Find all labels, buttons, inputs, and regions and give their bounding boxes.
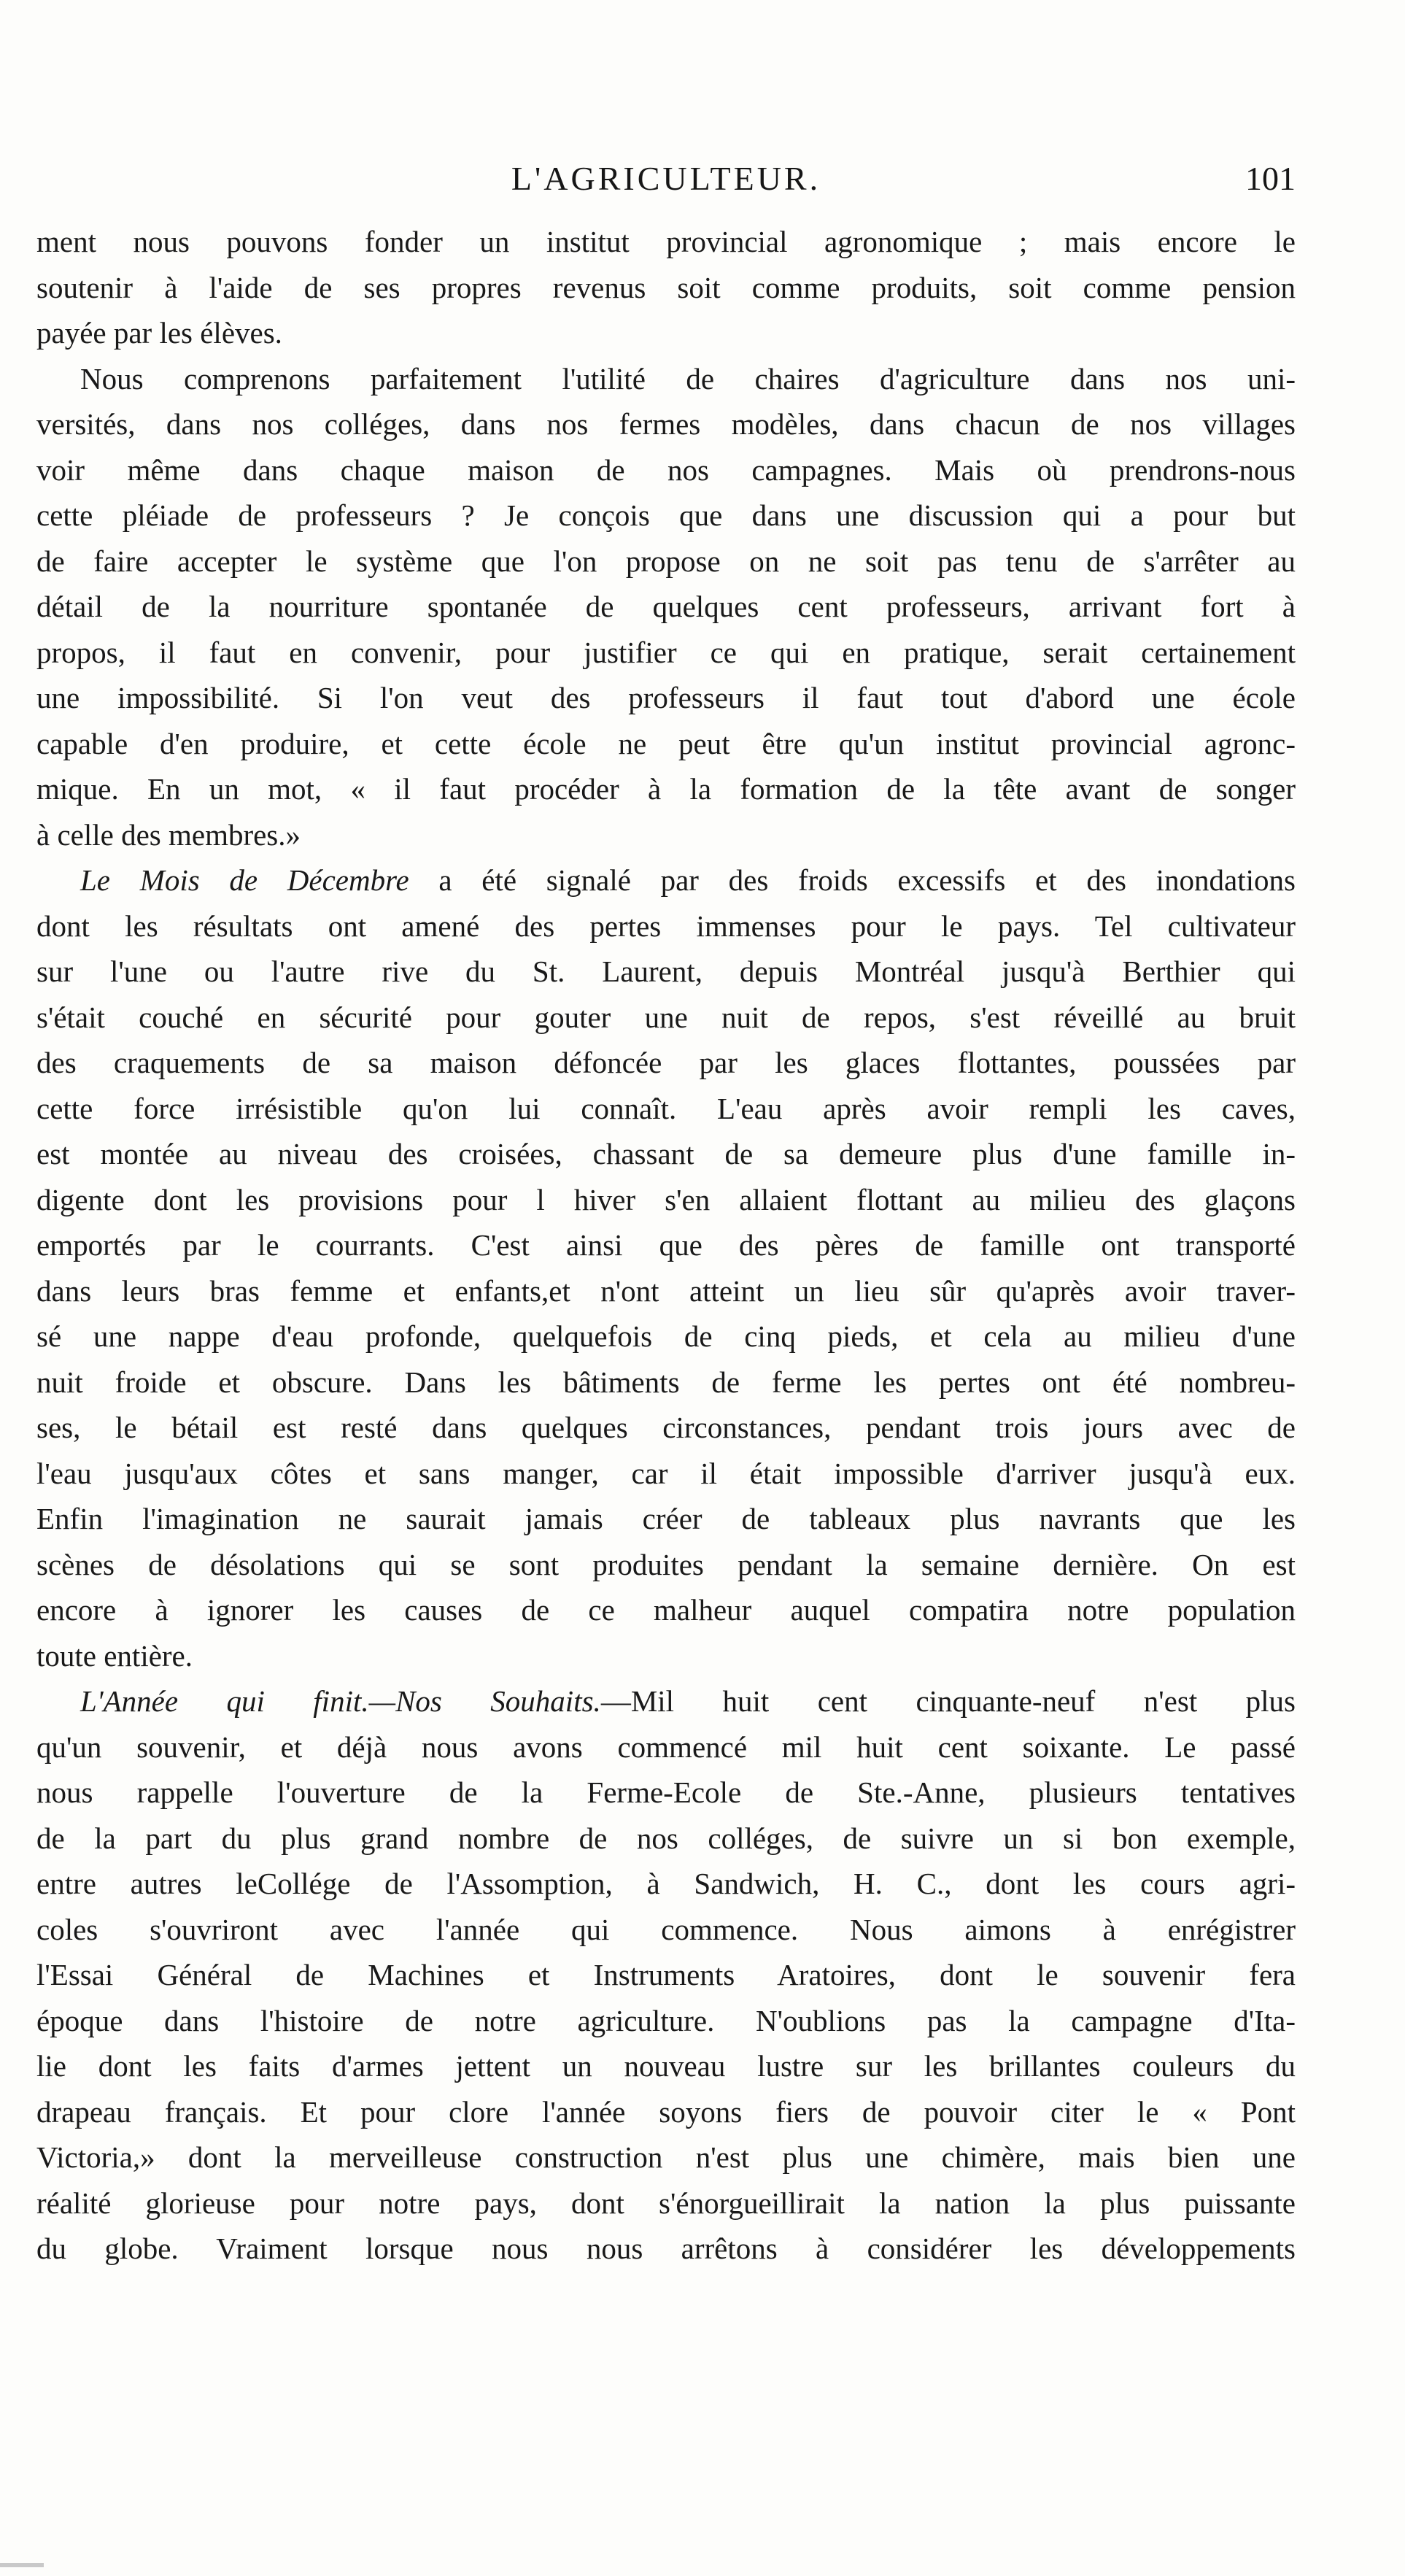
text-line: Enfin l'imagination ne saurait jamais créer de tableaux plus navrants que les bbox=[36, 1502, 1296, 1535]
paragraph-4 bbox=[36, 1678, 1296, 2272]
text-line: encore à ignorer les causes de ce malheur auquel compatira notre population bbox=[36, 1593, 1296, 1627]
text-line: scènes de désolations qui se sont produites pendant la semaine dernière. On est bbox=[36, 1547, 1296, 1581]
text-line: des craquements de sa maison défoncée par les glaces flottantes, poussées par bbox=[36, 1046, 1296, 1079]
text-line: soutenir à l'aide de ses propres revenus soit comme produits, soit comme pension bbox=[36, 270, 1296, 304]
scan-edge-mark bbox=[0, 2563, 44, 2567]
text-line: s'était couché en sécurité pour gouter une nuit de repos, s'est réveillé au bruit bbox=[36, 1000, 1296, 1034]
text-line: réalité glorieuse pour notre pays, dont s'énorgueillirait la nation la plus puissante bbox=[36, 2186, 1296, 2220]
text-line: coles s'ouvriront avec l'année qui commence. Nous aimons à enrégistrer bbox=[36, 1912, 1296, 1946]
text-line: mique. En un mot, « il faut procéder à la formation de la tête avant de songer bbox=[36, 772, 1296, 806]
text-line: cette pléiade de professeurs ? Je conçois que dans une discussion qui a pour but bbox=[36, 498, 1296, 532]
text-line: drapeau français. Et pour clore l'année soyons fiers de pouvoir citer le « Pont bbox=[36, 2094, 1296, 2129]
text-line: ses, le bétail est resté dans quelques circonstances, pendant trois jours avec de bbox=[36, 1411, 1296, 1444]
text-line: du globe. Vraiment lorsque nous nous arrêtons à considérer les développements bbox=[36, 2232, 1296, 2265]
text-line: dans leurs bras femme et enfants,et n'ont atteint un lieu sûr qu'après avoir traver- bbox=[36, 1273, 1296, 1308]
italic-lead: Le Mois de Décembre bbox=[80, 863, 409, 897]
text-line: nous rappelle l'ouverture de la Ferme-Ecole de Ste.-Anne, plusieurs tentatives bbox=[36, 1775, 1296, 1809]
text-line: ment nous pouvons fonder un institut provincial agronomique ; mais encore le bbox=[36, 225, 1296, 258]
text-line: propos, il faut en convenir, pour justifier ce qui en pratique, serait certainement bbox=[36, 635, 1296, 669]
running-title: L'AGRICULTEUR. bbox=[511, 160, 821, 197]
article-body bbox=[36, 219, 1296, 2272]
text-line: capable d'en produire, et cette école ne peut être qu'un institut provincial agronc- bbox=[36, 726, 1296, 760]
text-line: de faire accepter le système que l'on propose on ne soit pas tenu de s'arrêter au bbox=[36, 544, 1296, 578]
text-line: Victoria,» dont la merveilleuse construction n'est plus une chimère, mais bien une bbox=[36, 2140, 1296, 2174]
text-line: lie dont les faits d'armes jettent un nouveau lustre sur les brillantes couleurs du bbox=[36, 2049, 1296, 2083]
text-line: nuit froide et obscure. Dans les bâtiments de ferme les pertes ont été nombreu- bbox=[36, 1365, 1296, 1399]
text-line: sur l'une ou l'autre rive du St. Laurent, depuis Montréal jusqu'à Berthier qui bbox=[36, 955, 1296, 988]
paragraph-1 bbox=[36, 219, 1296, 356]
text-line: emportés par le courrants. C'est ainsi que des pères de famille ont transporté bbox=[36, 1228, 1296, 1262]
text-line: détail de la nourriture spontanée de quelques cent professeurs, arrivant fort à bbox=[36, 590, 1296, 623]
page-number: 101 bbox=[1245, 160, 1296, 197]
text-line: est montée au niveau des croisées, chassant de sa demeure plus d'une famille in- bbox=[36, 1137, 1296, 1171]
paragraph-3 bbox=[36, 857, 1296, 1678]
text-line: qu'un souvenir, et déjà nous avons commencé mil huit cent soixante. Le passé bbox=[36, 1729, 1296, 1764]
text-line bbox=[36, 857, 1296, 903]
text-line: dont les résultats ont amené des pertes immenses pour le pays. Tel cultivateur bbox=[36, 909, 1296, 943]
text-line: voir même dans chaque maison de nos campagnes. Mais où prendrons-nous bbox=[36, 452, 1296, 487]
text-line bbox=[36, 1678, 1296, 1724]
text-line: à celle des membres.» bbox=[36, 817, 301, 852]
text-line: versités, dans nos colléges, dans nos fermes modèles, dans chacun de nos villages bbox=[36, 407, 1296, 441]
text-line: l'eau jusqu'aux côtes et sans manger, car il était impossible d'arriver jusqu'à eux. bbox=[36, 1456, 1296, 1490]
text-line: cette force irrésistible qu'on lui connaît. L'eau après avoir rempli les caves, bbox=[36, 1091, 1296, 1125]
text-line: Nous comprenons parfaitement l'utilité de chaires d'agriculture dans nos uni- bbox=[80, 361, 1296, 396]
page-header bbox=[36, 159, 1296, 206]
text-line-rest: —Mil huit cent cinquante-neuf n'est plus bbox=[600, 1684, 1296, 1718]
text-line: payée par les élèves. bbox=[36, 316, 282, 350]
text-line: de la part du plus grand nombre de nos colléges, de suivre un si bon exemple, bbox=[36, 1821, 1296, 1855]
italic-lead: L'Année qui finit.—Nos Souhaits. bbox=[80, 1684, 601, 1718]
text-line: l'Essai Général de Machines et Instruments Aratoires, dont le souvenir fera bbox=[36, 1958, 1296, 1991]
text-line: digente dont les provisions pour l hiver s'en allaient flottant au milieu des glaçons bbox=[36, 1182, 1296, 1216]
text-line: entre autres leCollége de l'Assomption, à Sandwich, H. C., dont les cours agri- bbox=[36, 1867, 1296, 1900]
text-line-rest: a été signalé par des froids excessifs et des inondations bbox=[409, 863, 1296, 897]
paragraph-2 bbox=[36, 356, 1296, 858]
text-line: sé une nappe d'eau profonde, quelquefois de cinq pieds, et cela au milieu d'une bbox=[36, 1319, 1296, 1353]
text-line: une impossibilité. Si l'on veut des professeurs il faut tout d'abord une école bbox=[36, 681, 1296, 714]
text-line: toute entière. bbox=[36, 1638, 193, 1673]
text-line: époque dans l'histoire de notre agriculture. N'oublions pas la campagne d'Ita- bbox=[36, 2003, 1296, 2037]
